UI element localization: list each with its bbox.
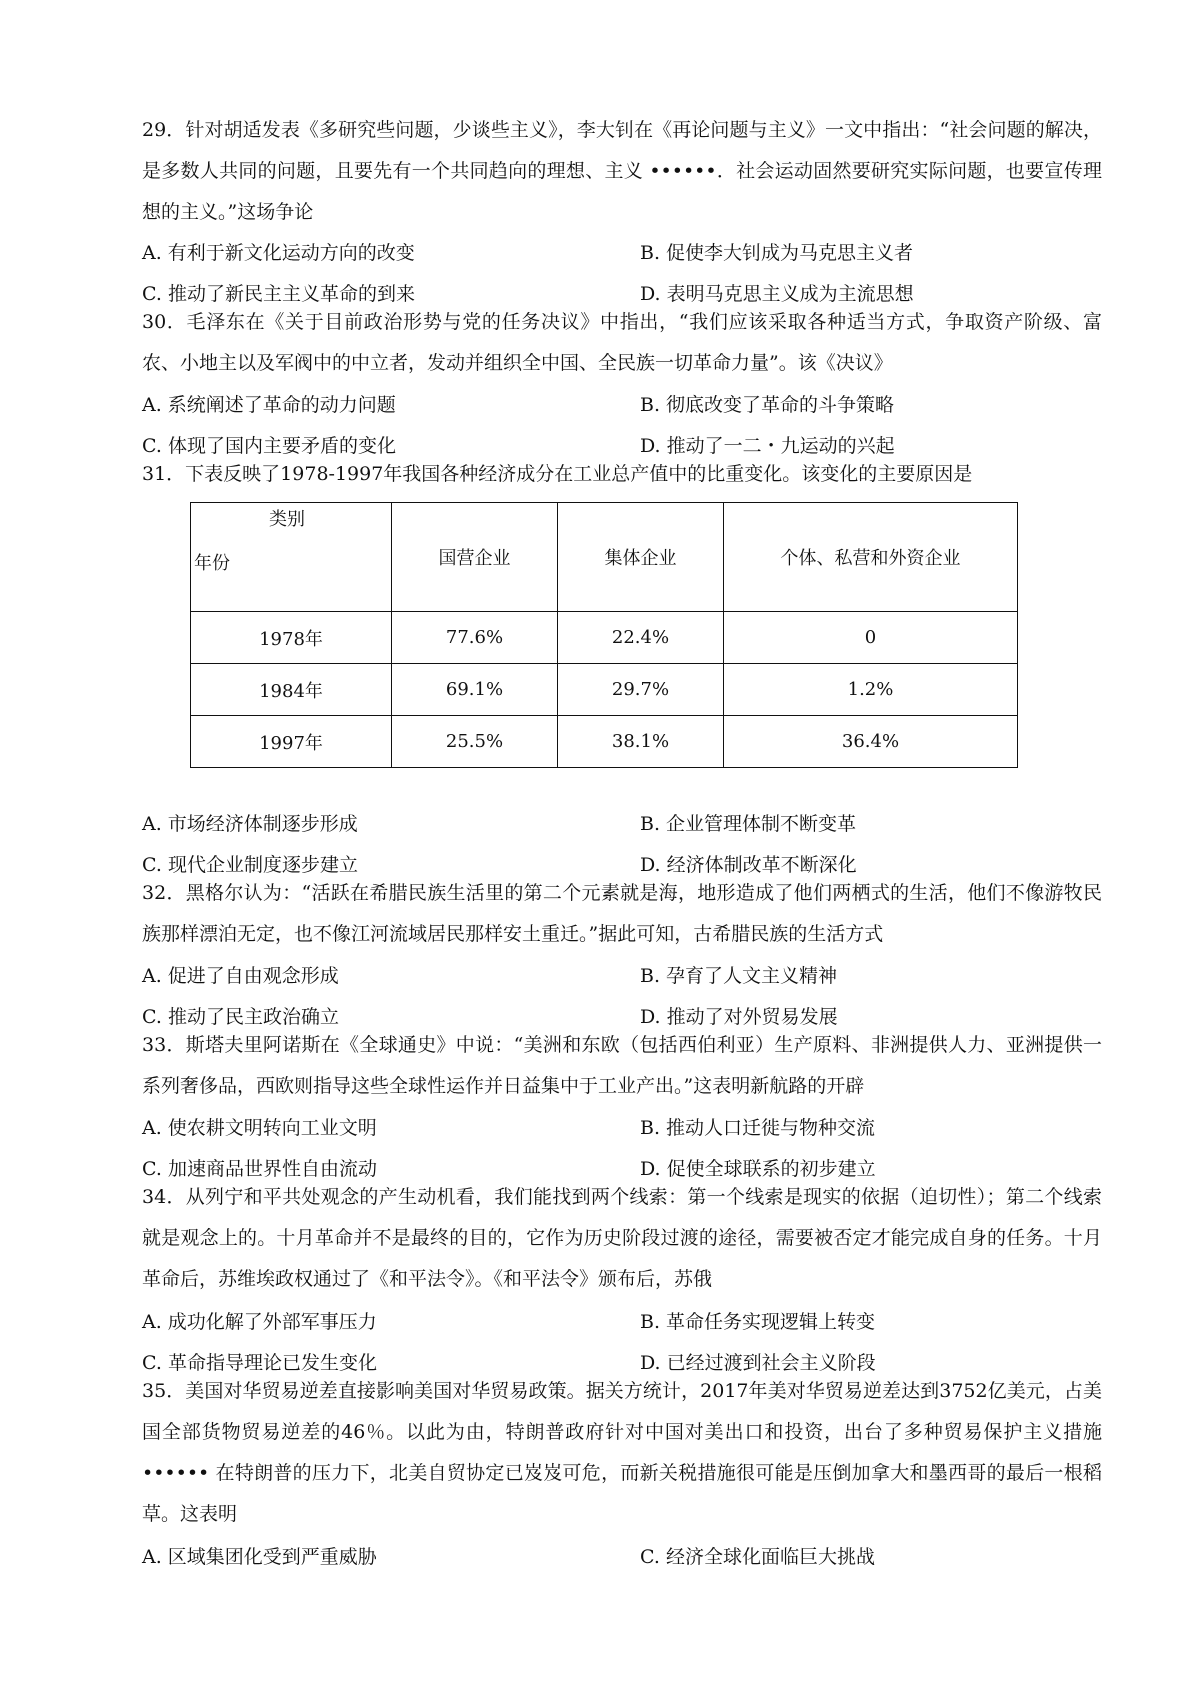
option-b: B. 企业管理体制不断变革 xyxy=(640,813,857,835)
corner-label-category: 类别 xyxy=(269,509,305,530)
table-cell: 25.5% xyxy=(392,716,558,768)
option-b: B. 彻底改变了革命的斗争策略 xyxy=(640,394,895,416)
option-a: A. 促进了自由观念形成 xyxy=(142,965,339,987)
column-header: 集体企业 xyxy=(558,503,724,612)
table-cell: 1.2% xyxy=(724,664,1018,716)
option-b: B. 推动人口迁徙与物种交流 xyxy=(640,1117,876,1139)
option-b: B. 促使李大钊成为马克思主义者 xyxy=(640,242,914,264)
option-d: D. 表明马克思主义成为主流思想 xyxy=(640,283,914,305)
option-c: C. 推动了民主政治确立 xyxy=(142,1006,339,1028)
option-c: C. 革命指导理论已发生变化 xyxy=(142,1352,377,1374)
option-d: D. 推动了对外贸易发展 xyxy=(640,1006,838,1028)
table-corner-cell xyxy=(191,503,392,612)
option-d: D. 推动了一二・九运动的兴起 xyxy=(640,435,895,457)
table-cell: 22.4% xyxy=(558,612,724,664)
option-c: C. 经济全球化面临巨大挑战 xyxy=(640,1546,875,1568)
question-stem: 30．毛泽东在《关于目前政治形势与党的任务决议》中指出，“我们应该采取各种适当方式，争取资产阶级、富农、小地主以及军阀中的中立者，发动并组织全中国、全民族一切革命力量”。该《决议》 xyxy=(142,311,1102,374)
row-year: 1997年 xyxy=(191,716,392,768)
table-row xyxy=(191,612,1018,664)
column-header: 个体、私营和外资企业 xyxy=(724,503,1018,612)
option-a: A. 系统阐述了革命的动力问题 xyxy=(142,394,396,416)
data-table xyxy=(190,502,1018,768)
row-year: 1978年 xyxy=(191,612,392,664)
table-header-row xyxy=(191,503,1018,612)
option-a: A. 市场经济体制逐步形成 xyxy=(142,813,358,835)
option-d: D. 促使全球联系的初步建立 xyxy=(640,1158,876,1180)
option-c: C. 加速商品世界性自由流动 xyxy=(142,1158,377,1180)
question-stem: 32．黑格尔认为：“活跃在希腊民族生活里的第二个元素就是海，地形造成了他们两栖式的生活，他们不像游牧民族那样漂泊无定，也不像江河流域居民那样安土重迁。”据此可知，古希腊民族的生活方式 xyxy=(142,882,1102,945)
question-stem: 31．下表反映了1978-1997年我国各种经济成分在工业总产值中的比重变化。该变化的主要原因是 xyxy=(142,463,973,485)
question-stem: 35．美国对华贸易逆差直接影响美国对华贸易政策。据关方统计，2017年美对华贸易逆差达到3752亿美元，占美国全部货物贸易逆差的46％。以此为由，特朗普政府针对中国对美出口和投资，出台了多种贸易保护主义措施 •••••• 在特朗普的压力下，北美自贸协定已岌岌可危，而新关税措施很可能是压倒加拿大和墨西哥的最后一根稻草。这表明 xyxy=(142,1380,1102,1525)
option-c: C. 现代企业制度逐步建立 xyxy=(142,854,358,876)
column-header: 国营企业 xyxy=(392,503,558,612)
option-d: D. 已经过渡到社会主义阶段 xyxy=(640,1352,876,1374)
table-cell: 36.4% xyxy=(724,716,1018,768)
question-stem: 34．从列宁和平共处观念的产生动机看，我们能找到两个线索：第一个线索是现实的依据（迫切性）；第二个线索就是观念上的。十月革命并不是最终的目的，它作为历史阶段过渡的途径，需要被否定才能完成自身的任务。十月革命后，苏维埃政权通过了《和平法令》。《和平法令》颁布后，苏俄 xyxy=(142,1186,1102,1290)
option-b: B. 孕育了人文主义精神 xyxy=(640,965,838,987)
table-row xyxy=(191,664,1018,716)
corner-label-year: 年份 xyxy=(194,553,230,574)
option-a: A. 区域集团化受到严重威胁 xyxy=(142,1546,377,1568)
option-a: A. 有利于新文化运动方向的改变 xyxy=(142,242,415,264)
option-c: C. 推动了新民主主义革命的到来 xyxy=(142,283,415,305)
table-cell: 0 xyxy=(724,612,1018,664)
table-cell: 29.7% xyxy=(558,664,724,716)
table-cell: 38.1% xyxy=(558,716,724,768)
option-d: D. 经济体制改革不断深化 xyxy=(640,854,857,876)
question-stem: 33．斯塔夫里阿诺斯在《全球通史》中说：“美洲和东欧（包括西伯利亚）生产原料、非洲提供人力、亚洲提供一系列奢侈品，西欧则指导这些全球性运作并日益集中于工业产出。”这表明新航路的开辟 xyxy=(142,1034,1102,1097)
option-a: A. 使农耕文明转向工业文明 xyxy=(142,1117,377,1139)
table-cell: 77.6% xyxy=(392,612,558,664)
option-c: C. 体现了国内主要矛盾的变化 xyxy=(142,435,396,457)
row-year: 1984年 xyxy=(191,664,392,716)
table-row xyxy=(191,716,1018,768)
option-a: A. 成功化解了外部军事压力 xyxy=(142,1311,377,1333)
question-stem: 29．针对胡适发表《多研究些问题，少谈些主义》，李大钊在《再论问题与主义》一文中指出：“社会问题的解决，是多数人共同的问题，且要先有一个共同趋向的理想、主义 ••••••．社会运动固然要研究实际问题，也要宣传理想的主义。”这场争论 xyxy=(142,119,1102,223)
table-cell: 69.1% xyxy=(392,664,558,716)
option-b: B. 革命任务实现逻辑上转变 xyxy=(640,1311,876,1333)
